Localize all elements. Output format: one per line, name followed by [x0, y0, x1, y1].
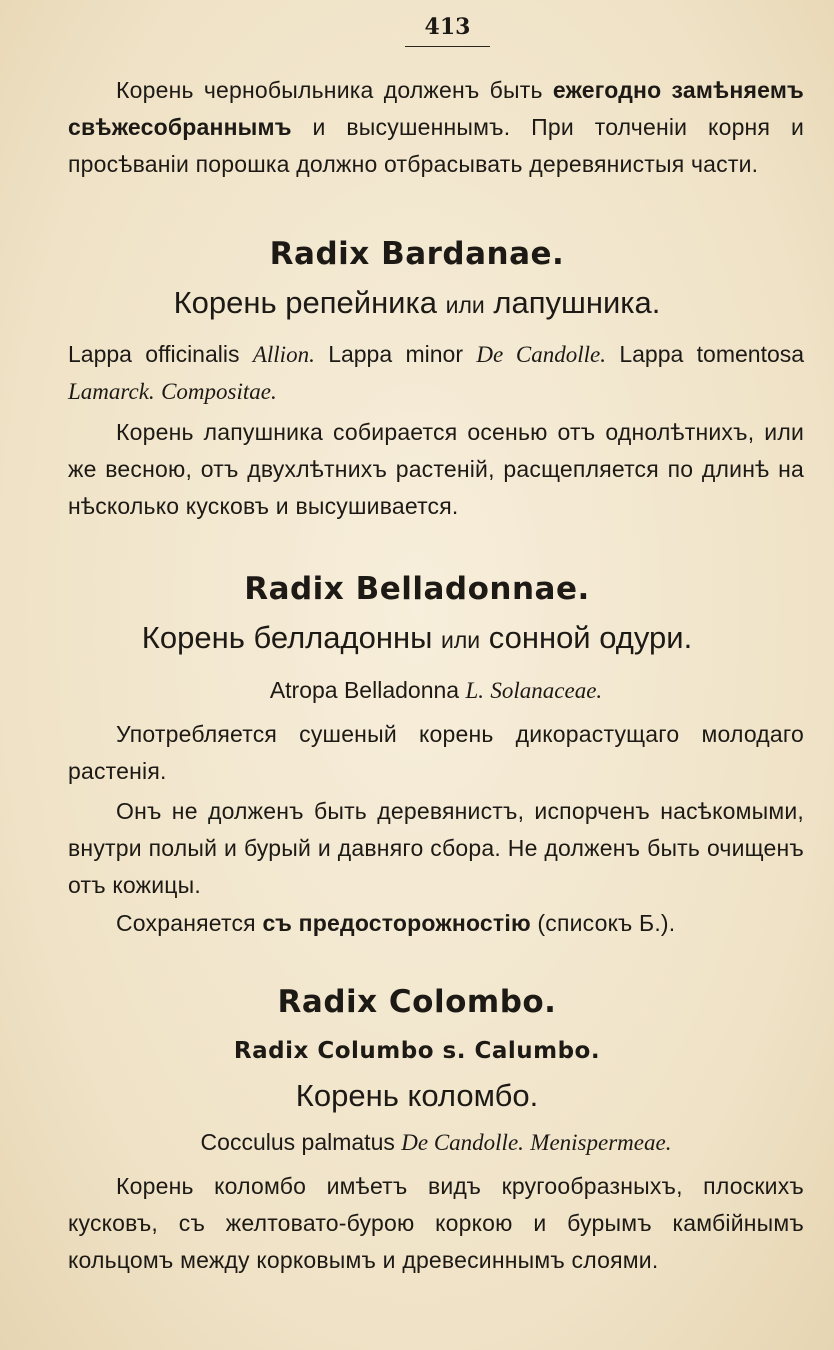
- colombo-family: Menispermeae.: [530, 1130, 672, 1155]
- belladonnae-t3a: Сохраняется: [116, 910, 263, 936]
- belladonnae-t3c: (списокъ Б.).: [530, 910, 676, 936]
- bardanae-auth1: Allion.: [252, 342, 315, 367]
- bardanae-family: Compositae.: [161, 379, 277, 404]
- p1-bold: ежегодно замѣняемъ свѣжесобраннымъ: [68, 77, 805, 140]
- subtitle-belladonnae: [0, 620, 834, 656]
- belladonnae-auth: L.: [465, 678, 485, 703]
- subtitle-bardanae: [0, 285, 834, 321]
- belladonnae-latin: [68, 672, 804, 709]
- belladonnae-t3b: съ предосторожностію: [262, 910, 531, 936]
- paragraph-belladonnae-2: [68, 793, 804, 904]
- page-number: 413: [424, 14, 471, 40]
- bardanae-text: Корень лапушника собирается осенью отъ однолѣтнихъ, или же весною, отъ двухлѣтнихъ растеній, расщепляется по длинѣ на нѣсколько кусковъ и высушивается.: [68, 419, 804, 519]
- bardanae-lat3: Lappa tomentosa: [619, 341, 805, 367]
- subtitle-colombo: Корень коломбо.: [295, 1078, 539, 1113]
- bardanae-ru-b: лапушника.: [493, 285, 661, 320]
- heading-bardanae: Radix Bardanae.: [269, 236, 565, 272]
- belladonnae-ru-a: Корень белладонны: [141, 620, 433, 655]
- colombo-auth: De Candolle.: [401, 1130, 524, 1155]
- bardanae-ru-or: или: [445, 292, 485, 318]
- bardanae-latin: [68, 336, 804, 410]
- bardanae-auth3: Lamarck.: [68, 379, 155, 404]
- bardanae-auth2: De Candolle.: [476, 342, 606, 367]
- belladonnae-ru-or: или: [440, 627, 481, 653]
- colombo-alt-name: Radix Columbo s. Calumbo.: [233, 1038, 601, 1064]
- bardanae-lat2: Lappa minor: [328, 341, 464, 367]
- colombo-lat: Cocculus palmatus: [200, 1129, 395, 1155]
- belladonnae-t2: Онъ не долженъ быть деревянистъ, испорченъ насѣкомыми, внутри полый и бурый и давняго сбора. Не долженъ быть очищенъ отъ кожицы.: [68, 798, 804, 898]
- colombo-text: Корень коломбо имѣетъ видъ кругообразныхъ, плоскихъ кусковъ, съ желтовато-бурою коркою и бурымъ камбійнымъ кольцомъ между корковымъ и древесиннымъ слоями.: [68, 1173, 804, 1273]
- colombo-latin: [68, 1124, 804, 1161]
- paragraph-chernobylnik: [68, 72, 804, 183]
- belladonnae-lat: Atropa Belladonna: [269, 677, 460, 703]
- p1-text-c: и высушеннымъ. При толченіи корня и просѣваніи порошка должно отбрасывать деревянистыя части.: [68, 114, 804, 177]
- heading-colombo: Radix Colombo.: [277, 984, 557, 1020]
- paragraph-belladonnae-3: [68, 905, 804, 942]
- p1-text-a: Корень чернобыльника долженъ быть: [116, 77, 553, 103]
- paragraph-belladonnae-1: [68, 716, 804, 790]
- belladonnae-ru-b: сонной одури.: [488, 620, 693, 655]
- heading-belladonnae: Radix Belladonnae.: [244, 571, 590, 607]
- bardanae-lat1: Lappa officinalis: [68, 341, 240, 367]
- bardanae-ru-a: Корень репейника: [173, 285, 437, 320]
- paragraph-bardanae: [68, 414, 804, 525]
- belladonnae-family: Solanaceae.: [490, 678, 603, 703]
- belladonnae-t1: Употребляется сушеный корень дикорастущаго молодаго растенія.: [68, 721, 804, 784]
- paragraph-colombo: [68, 1168, 804, 1279]
- page-number-rule: [405, 46, 490, 47]
